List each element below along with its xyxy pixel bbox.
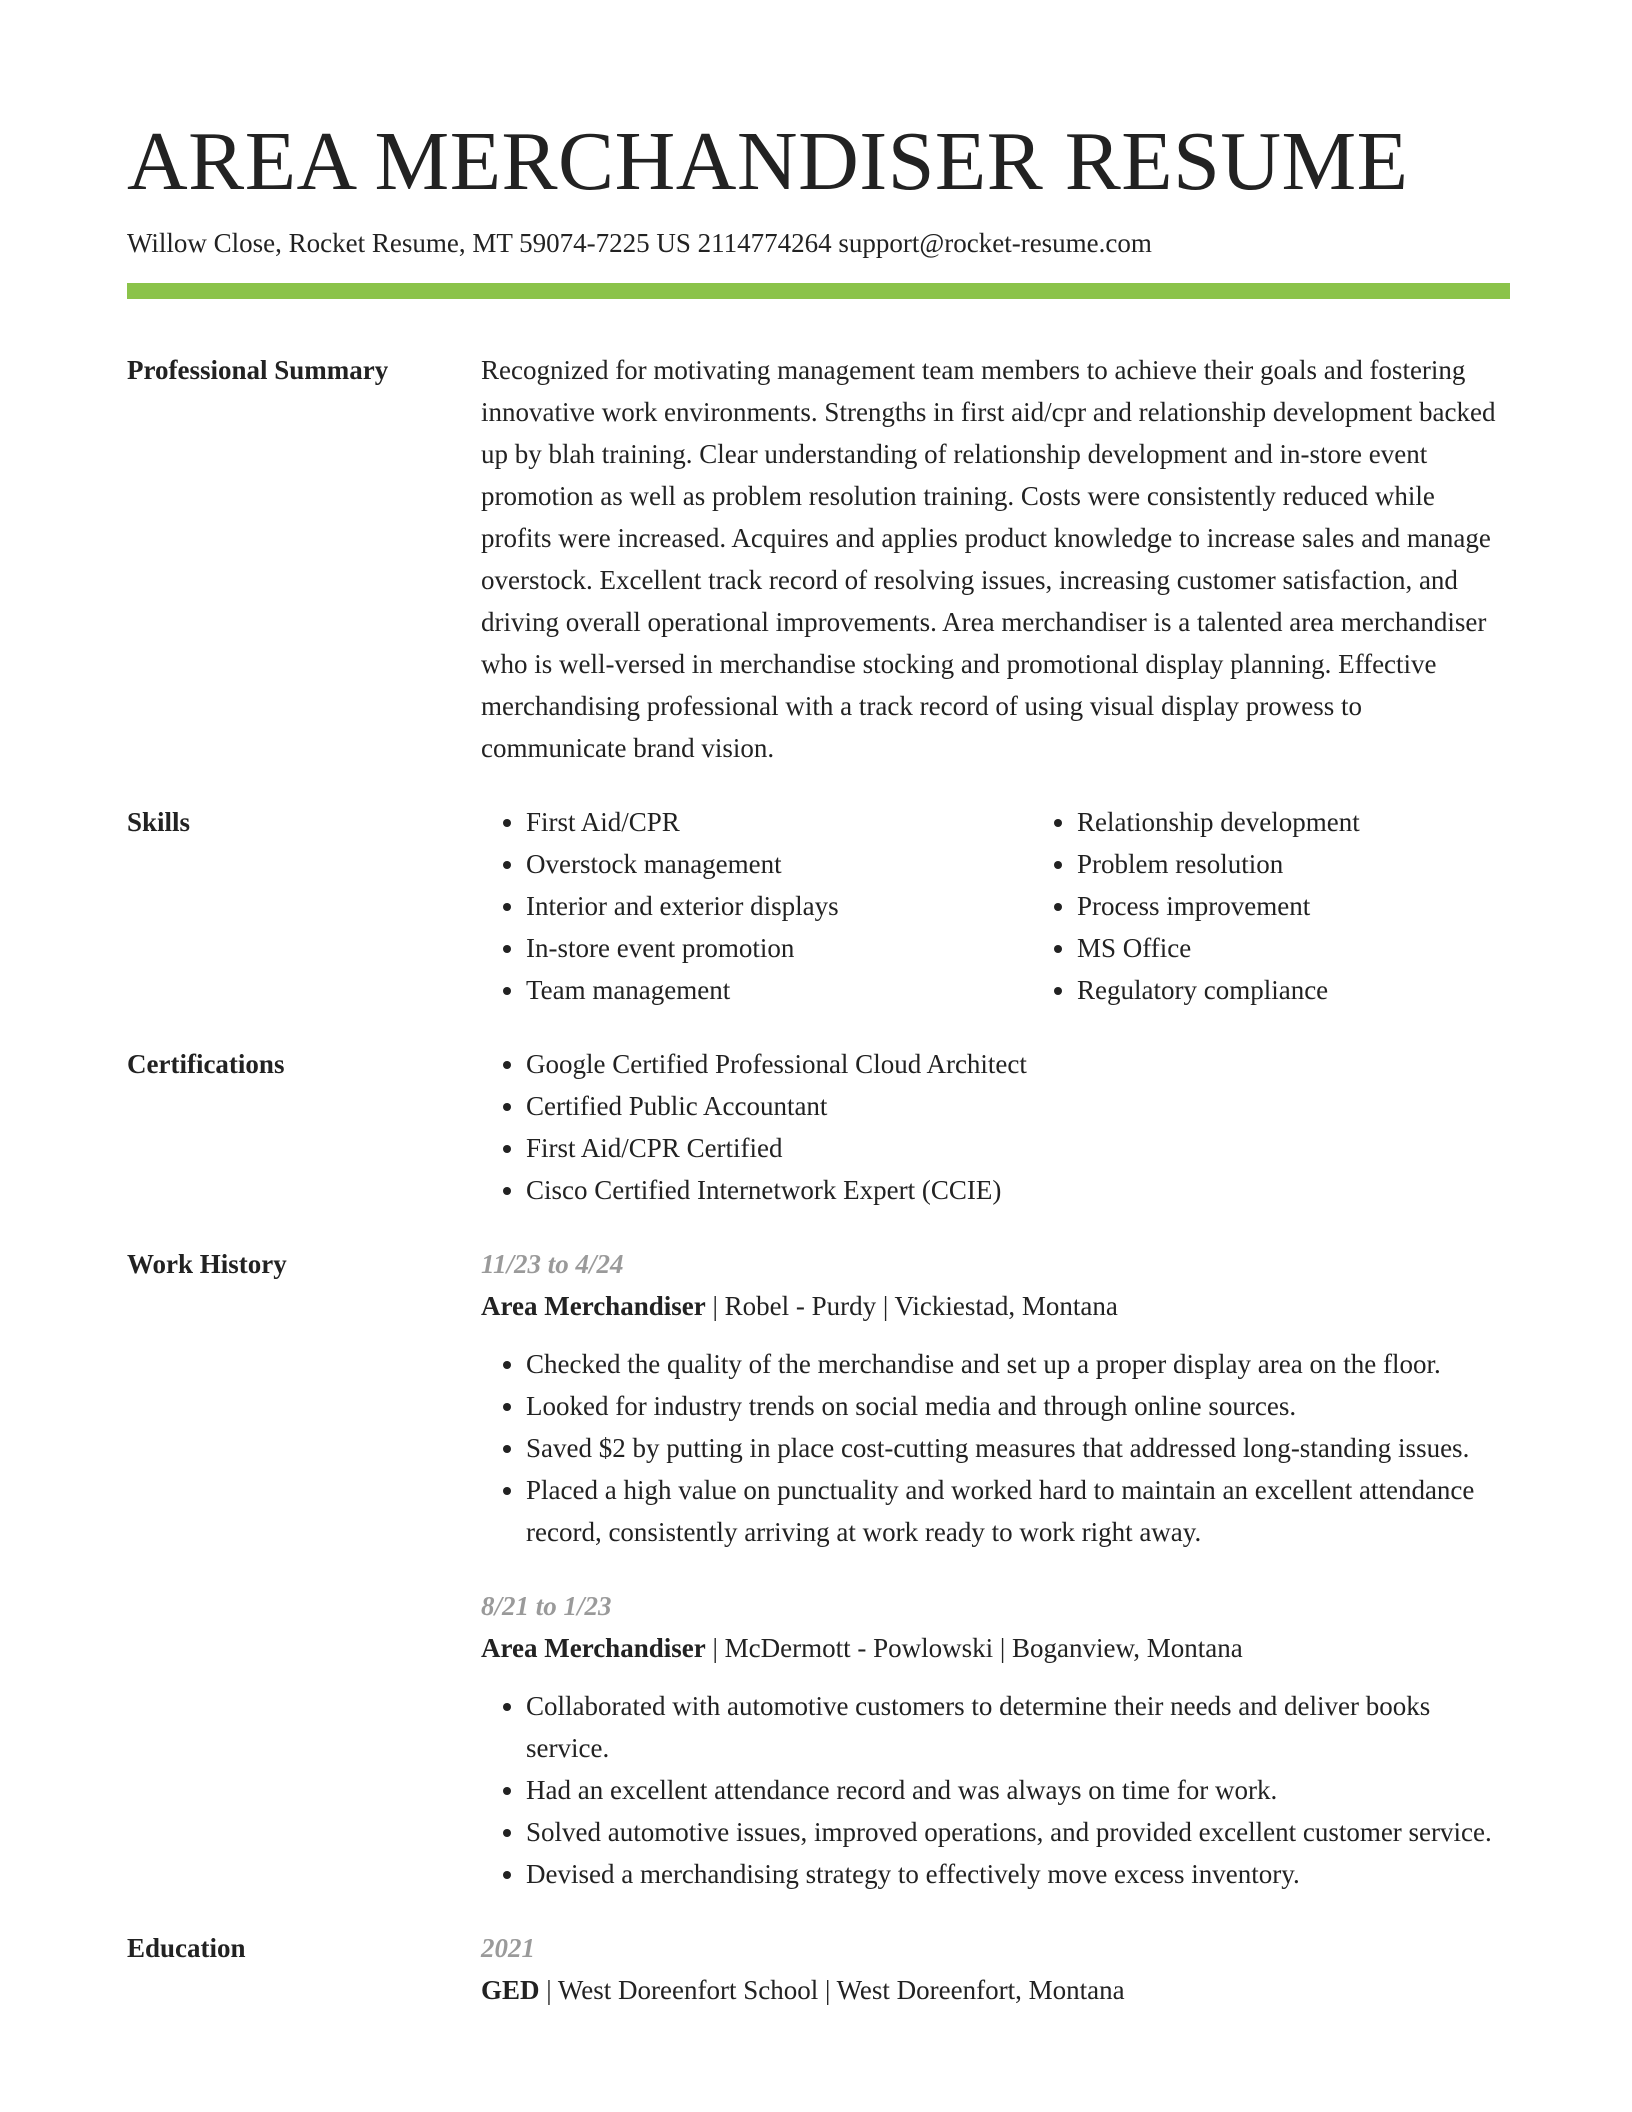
- section-label: Education: [127, 1933, 246, 1964]
- certifications-section: [127, 1043, 1510, 1211]
- list-item: • Looked for industry trends on social media and through online sources.: [526, 1385, 1510, 1427]
- job-title: Area Merchandiser: [481, 1633, 706, 1664]
- education-degree: GED: [481, 1975, 540, 2006]
- list-item: • Google Certified Professional Cloud Architect: [526, 1043, 1510, 1085]
- section-label: Skills: [127, 807, 191, 838]
- list-item: • Placed a high value on punctuality and worked hard to maintain an excellent attendance record, consistently arriving at work ready to work right away.: [526, 1469, 1510, 1553]
- list-item: • Team management: [526, 969, 1032, 1011]
- summary-section: [127, 349, 1510, 769]
- header-divider: [127, 283, 1510, 299]
- section-label: Certifications: [127, 1049, 285, 1080]
- list-item: • Had an excellent attendance record and was always on time for work.: [526, 1769, 1510, 1811]
- list-item: • In-store event promotion: [526, 927, 1032, 969]
- job-details: | McDermott - Powlowski | Boganview, Montana: [705, 1633, 1243, 1664]
- summary-text: Recognized for motivating management team members to achieve their goals and fostering innovative work environments. Strengths in first aid/cpr and relationship development backed up by blah training. Clear understanding of relationship development and in-store event promotion as well as problem resolution training. Costs were consistently reduced while profits were increased. Acquires and applies product knowledge to increase sales and manage overstock. Excellent track record of resolving issues, increasing customer satisfaction, and driving overall operational improvements. Area merchandiser is a talented area merchandiser who is well-versed in merchandise stocking and promotional display planning. Effective merchandising professional with a track record of using visual display prowess to communicate brand vision.: [481, 355, 1496, 764]
- job-details: | Robel - Purdy | Vickiestad, Montana: [705, 1291, 1118, 1322]
- job-entry: [481, 1243, 1510, 1553]
- work-history-body: [481, 1243, 1510, 1895]
- job-dates: 8/21 to 1/23: [481, 1591, 612, 1622]
- education-section: [127, 1927, 1510, 2011]
- education-year: 2021: [481, 1933, 535, 1964]
- section-label: Professional Summary: [127, 355, 389, 386]
- list-item: • Cisco Certified Internetwork Expert (CCIE): [526, 1169, 1510, 1211]
- list-item: • Saved $2 by putting in place cost-cutting measures that addressed long-standing issues.: [526, 1427, 1510, 1469]
- list-item: • Overstock management: [526, 843, 1032, 885]
- skills-columns: [481, 801, 1583, 1011]
- list-item: • Certified Public Accountant: [526, 1085, 1510, 1127]
- resume-page: [127, 0, 1510, 2011]
- job-title: Area Merchandiser: [481, 1291, 706, 1322]
- list-item: • Devised a merchandising strategy to effectively move excess inventory.: [526, 1853, 1510, 1895]
- education-body: [481, 1927, 1510, 2011]
- list-item: • Relationship development: [1077, 801, 1583, 843]
- job-dates: 11/23 to 4/24: [481, 1249, 624, 1280]
- list-item: • First Aid/CPR: [526, 801, 1032, 843]
- list-item: • Process improvement: [1077, 885, 1583, 927]
- job-entry: [481, 1585, 1510, 1895]
- list-item: • Interior and exterior displays: [526, 885, 1032, 927]
- section-label: Work History: [127, 1249, 287, 1280]
- certifications-list: [481, 1043, 1510, 1211]
- list-item: • Checked the quality of the merchandise and set up a proper display area on the floor.: [526, 1343, 1510, 1385]
- certifications-body: [481, 1043, 1510, 1211]
- education-line: [481, 1969, 1510, 2011]
- skills-list-right: [1032, 801, 1583, 1011]
- page-title: AREA MERCHANDISER RESUME: [127, 115, 1409, 208]
- skills-section: [127, 801, 1510, 1011]
- job-role-line: [481, 1627, 1510, 1669]
- job-bullets: [481, 1343, 1510, 1553]
- list-item: • Problem resolution: [1077, 843, 1583, 885]
- contact-line: Willow Close, Rocket Resume, MT 59074-7225 US 2114774264 support@rocket-resume.com: [127, 228, 1152, 259]
- job-role-line: [481, 1285, 1510, 1327]
- list-item: • Collaborated with automotive customers to determine their needs and deliver books service.: [526, 1685, 1510, 1769]
- job-bullets: [481, 1685, 1510, 1895]
- work-history-section: [127, 1243, 1510, 1895]
- education-details: | West Doreenfort School | West Doreenfort, Montana: [539, 1975, 1125, 2006]
- list-item: • Regulatory compliance: [1077, 969, 1583, 1011]
- list-item: • First Aid/CPR Certified: [526, 1127, 1510, 1169]
- list-item: • MS Office: [1077, 927, 1583, 969]
- list-item: • Solved automotive issues, improved operations, and provided excellent customer service.: [526, 1811, 1510, 1853]
- skills-list-left: [481, 801, 1032, 1011]
